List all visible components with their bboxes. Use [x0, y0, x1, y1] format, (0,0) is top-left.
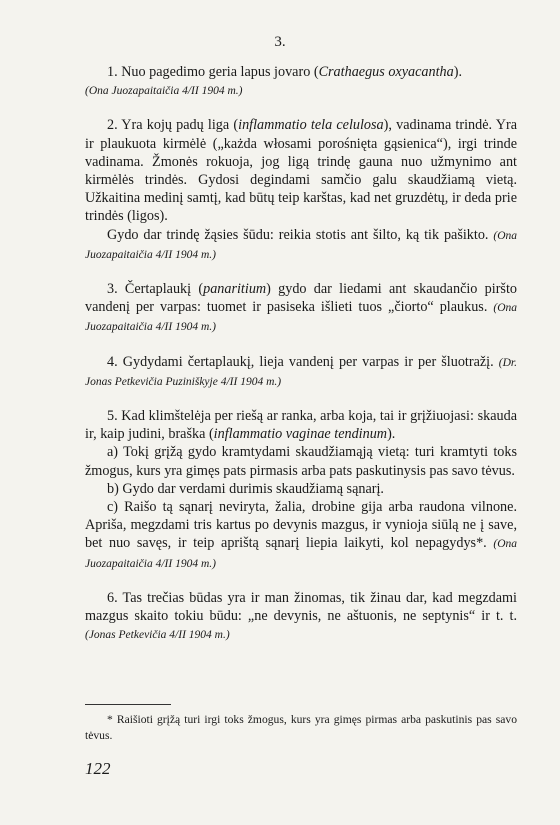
- footnote: * Raišioti grįžą turi irgi toks žmogus, kurs yra gimęs pirmas arba paskutinis pas savo tėvus.: [85, 713, 517, 742]
- entry-2-text-b: ), vadinama trindė. Yra ir plaukuota kirmėlė („każda włosami porośnięta gąsienica“), irgi trinde vadinama. Žmonės rokuoja, jog ligą trindę gauna nuo užmynimo ant kirmėlės trindės. Gydosi degindami samčio galu skaudžiamą vietą. Užkaitina medinį samtį, kad būtų teip karštas, kad net gruzdėtų, ir deda prie trindės (ligos).: [85, 117, 517, 225]
- entry-2-source: (Ona Juozapaitaičia 4/II 1904 m.): [85, 229, 518, 261]
- section-number: 3.: [274, 34, 286, 50]
- entry-1-source: (Ona Juozapaitaičia 4/II 1904 m.): [85, 85, 243, 98]
- entry-1-text: 1. Nuo pagedimo geria lapus jovaro (: [107, 64, 319, 80]
- entry-6: [85, 589, 517, 645]
- entry-1-latin: Crathaegus oxyacantha: [318, 64, 454, 80]
- entry-2-text-a: 2. Yra kojų padų liga (: [107, 117, 239, 134]
- entry-4-text: 4. Gydydami čertaplaukį, lieja vandenį per varpas ir per šluotražį.: [107, 353, 494, 370]
- entry-6-text: 6. Tas trečias būdas yra ir man žinomas, tik žinau dar, kad megzdami mazgus skaito tokiu būdu: „ne devynis, ne aštuonis, ne septynis“ ir t. t.: [85, 589, 517, 625]
- entry-3-source: (Ona Juozapaitaičia 4/II 1904 m.): [85, 302, 517, 334]
- entry-5-latin: inflammatio vaginae tendinum: [213, 426, 388, 443]
- entry-3: [85, 280, 517, 337]
- entry-2-latin: inflammatio tela celulosa: [238, 117, 384, 134]
- footnote-rule: [85, 704, 171, 705]
- entry-5-item-a: a) Tokį grįžą gydo kramtydami skaudžiamąją vietą: turi kramtyti toks žmogus, kurs yra gimęs pats pirmasis arba pats paskutinysis pas savo tėvus.: [85, 444, 517, 479]
- entry-2-paragraph-2: Gydo dar trindę žąsies šūdu: reikia stotis ant šilto, ką tik pašikto.: [107, 226, 489, 243]
- page-body: [85, 63, 517, 660]
- entry-1-end: ).: [453, 64, 463, 80]
- entry-4-source: (Dr. Jonas Petkevičia Puziniškyje 4/II 1904 m.): [85, 356, 517, 388]
- entry-5: [85, 407, 517, 573]
- entry-3-latin: panaritium: [203, 281, 267, 298]
- entry-5-item-b: b) Gydo dar verdami durimis skaudžiamą sąnarį.: [107, 480, 384, 497]
- entry-5-item-c: c) Raišo tą sąnarį neviryta, žalia, drobine gija arba raudona vilnone. Aprišа, megzdami tris kartus po devynis mazgus, ir vynioja siūlą ne į save, bet nuo savęs, ir teip aprištą sąnarį liepia laikyti, kol nepagydys*.: [85, 499, 517, 552]
- page-number: 122: [85, 759, 111, 778]
- entry-2: [85, 116, 517, 264]
- entry-3-text-b: ) gydo dar liedami ant skaudančio piršto vandenį per varpas: tuomet ir pasiseka išlieti tuos „čiorto“ plaukus.: [85, 281, 517, 316]
- entry-3-text-a: 3. Čertaplaukį (: [107, 281, 204, 298]
- entry-1: [85, 63, 517, 100]
- entry-5-source: (Ona Juozapaitaičia 4/II 1904 m.): [85, 538, 518, 570]
- entry-5-text-b: ).: [387, 426, 396, 443]
- entry-4: [85, 353, 517, 391]
- entry-6-source: (Jonas Petkevičia 4/II 1904 m.): [85, 629, 230, 642]
- entry-5-text-a: 5. Kad klimštelėja per riešą ar ranka, arba koja, tai ir grįžiuojasi: skauda ir, kaip judini, braška (: [85, 408, 517, 443]
